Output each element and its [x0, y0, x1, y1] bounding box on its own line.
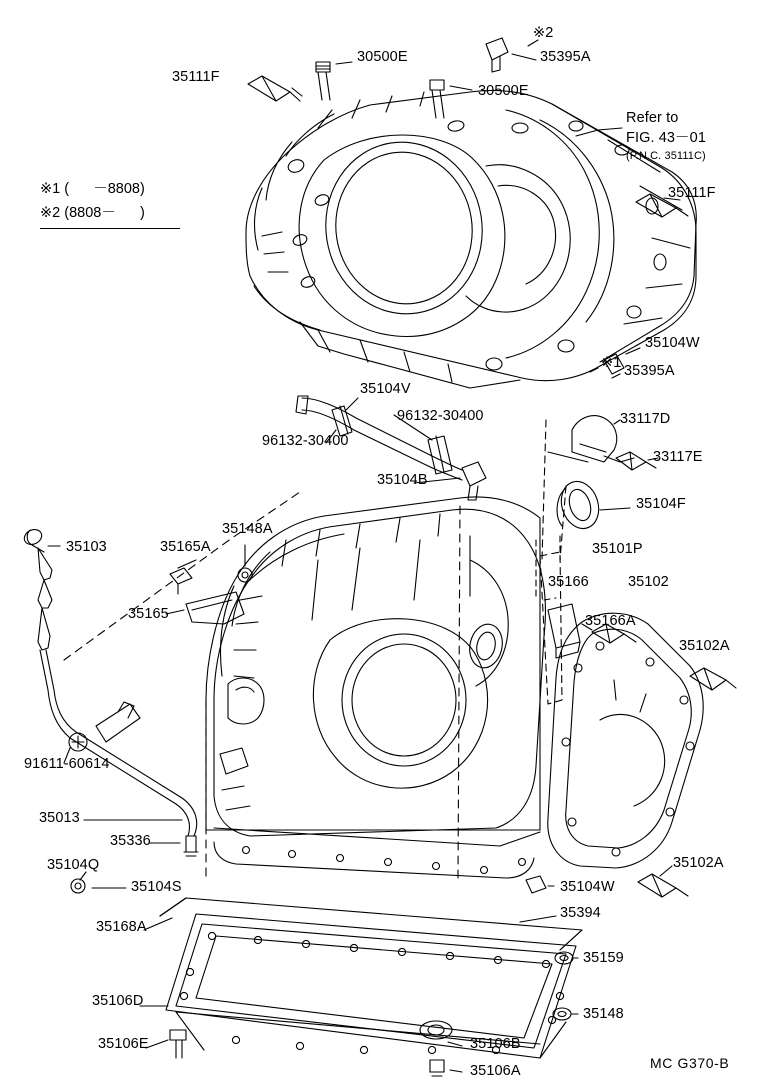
callout-35166A: 35166A [585, 613, 636, 629]
callout-35111F-right: 35111F [668, 185, 716, 201]
callout-35159: 35159 [583, 950, 624, 966]
refer-to-note-line2: FIG. 43－01 [626, 130, 706, 146]
refer-to-note-line3: (P.N.C. 35111C) [626, 150, 706, 162]
callout-91611-60614: 91611-60614 [24, 756, 110, 772]
callout-mark2-top: ※2 [533, 25, 554, 41]
callout-35165: 35165 [128, 606, 169, 622]
callout-mark1-bottom: ※1 [601, 355, 622, 371]
callout-35106B: 35106B [470, 1036, 521, 1052]
callout-35148: 35148 [583, 1006, 624, 1022]
callout-33117E: 33117E [653, 449, 703, 465]
callout-35395A-top: 35395A [540, 49, 591, 65]
callout-35148A: 35148A [222, 521, 273, 537]
callout-35102: 35102 [628, 574, 669, 590]
callout-35104V: 35104V [360, 381, 411, 397]
callout-35394: 35394 [560, 905, 601, 921]
callout-35102A-bottom: 35102A [673, 855, 724, 871]
callout-35395A-bottom: 35395A [624, 363, 675, 379]
callout-35165A: 35165A [160, 539, 211, 555]
callout-35103: 35103 [66, 539, 107, 555]
legend-underline [40, 228, 180, 229]
legend-mark1: ※1 ( －8808) [40, 181, 145, 197]
callout-96132-30400-b: 96132-30400 [262, 433, 349, 449]
callout-30500E-1: 30500E [357, 49, 408, 65]
callout-35013: 35013 [39, 810, 80, 826]
callout-35104B: 35104B [377, 472, 428, 488]
callout-35106D: 35106D [92, 993, 144, 1009]
callout-33117D: 33117D [620, 411, 671, 427]
callout-35168A: 35168A [96, 919, 147, 935]
refer-to-note-line1: Refer to [626, 110, 679, 126]
callout-96132-30400-a: 96132-30400 [397, 408, 484, 424]
callout-35104W-top: 35104W [645, 335, 700, 351]
callout-35336: 35336 [110, 833, 151, 849]
callout-35102A-top: 35102A [679, 638, 730, 654]
callout-35104W-bottom: 35104W [560, 879, 615, 895]
callout-35106E: 35106E [98, 1036, 149, 1052]
callout-35101P: 35101P [592, 541, 643, 557]
callout-30500E-2: 30500E [478, 83, 529, 99]
callout-35111F-top: 35111F [172, 69, 220, 85]
callout-35104Q: 35104Q [47, 857, 100, 873]
callout-35104S: 35104S [131, 879, 182, 895]
callout-35166: 35166 [548, 574, 589, 590]
diagram-footer-code: MC G370-B [650, 1055, 730, 1071]
callout-35106A: 35106A [470, 1063, 521, 1079]
legend-mark2: ※2 (8808－ ) [40, 205, 145, 221]
callout-35104F: 35104F [636, 496, 686, 512]
